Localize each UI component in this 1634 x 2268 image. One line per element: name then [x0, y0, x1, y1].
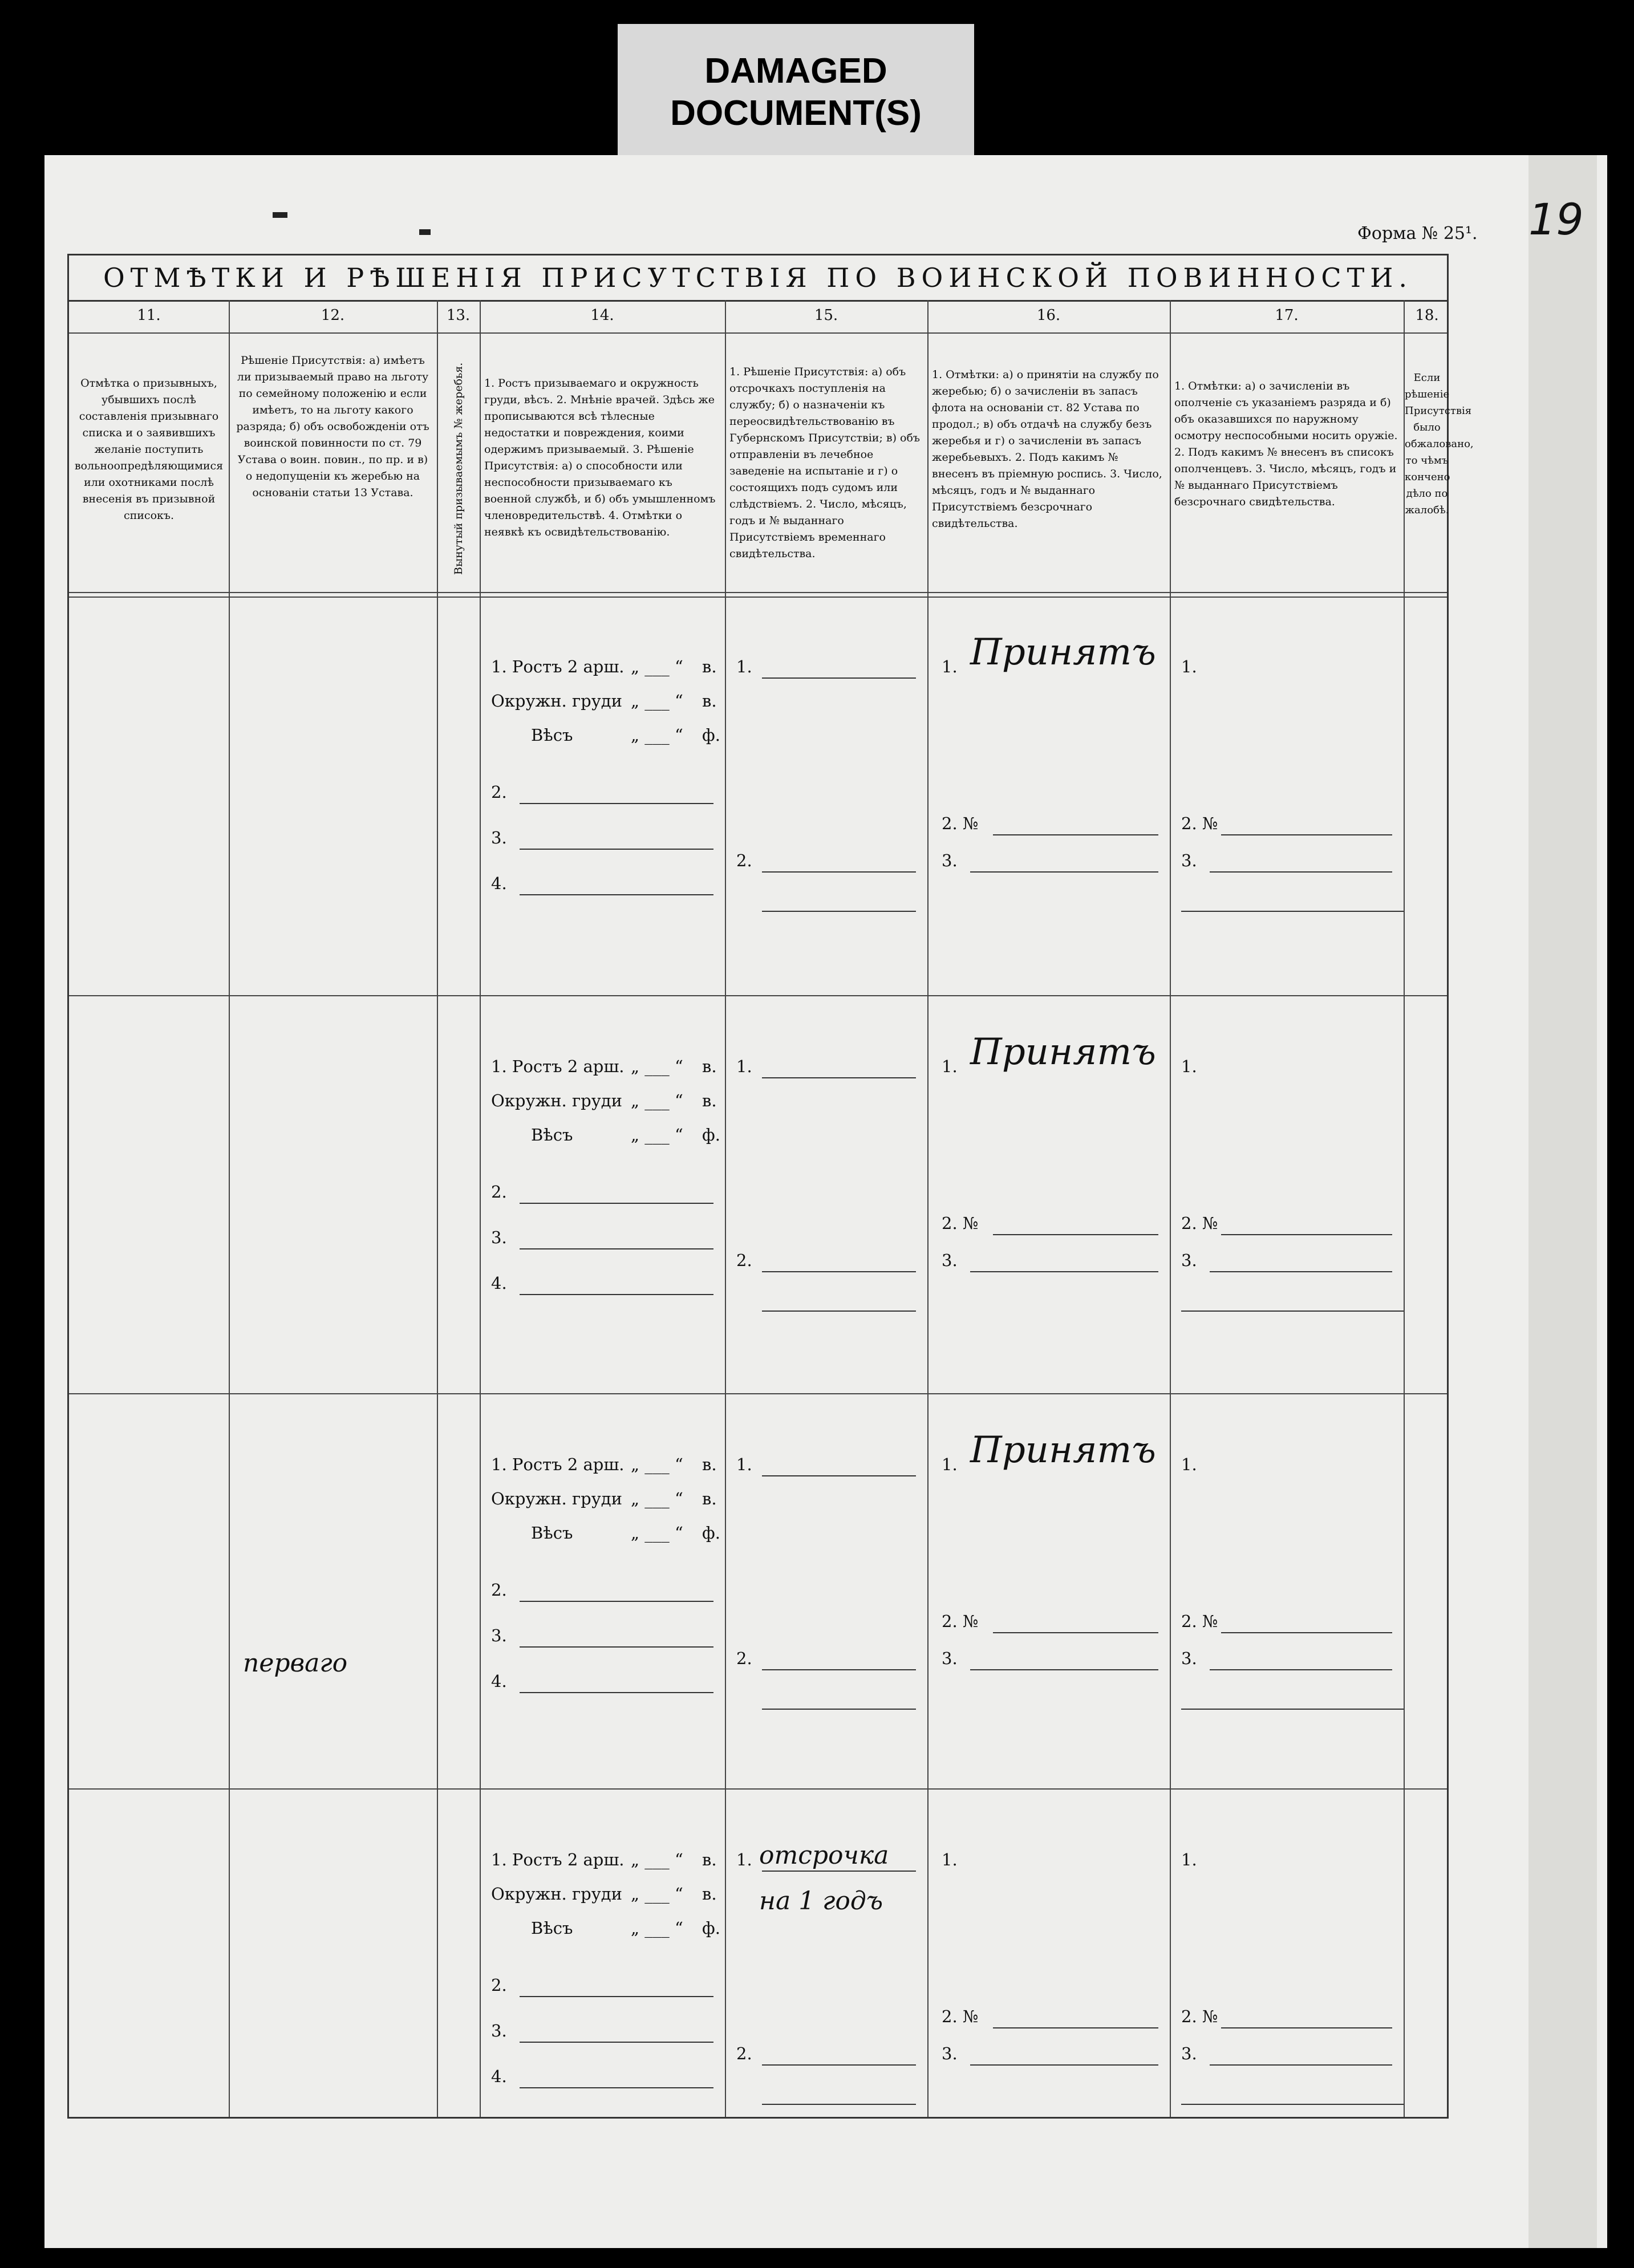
- height-label: 1. Ростъ 2 арш.: [491, 657, 625, 676]
- col-16-entry: Принятъ: [970, 631, 1156, 673]
- col-17-item-1: 1.: [1181, 1455, 1197, 1474]
- col-11-description: Отмѣтка о призывныхъ, убывшихъ послѣ составленія призывнаго списка и о заявившихъ желаніе поступить вольноопредѣляющимися или охотниками послѣ внесенія въ призывной списокъ.: [74, 377, 224, 522]
- col-14-description: 1. Ростъ призываемаго и окружность груди, вѣсъ. 2. Мнѣніе врачей. Здѣсь же прописываются всѣ тѣлесные недостатки и повреждения, коими одержимъ призываемый. 3. Рѣшеніе Присутствія: а) о способности или неспособности призываемаго къ военной службѣ, и б) объ умышленномъ членовредительствѣ. 4. Отмѣтки о неявкѣ къ освидѣтельствованію.: [484, 377, 716, 538]
- col-16-item-3: 3.: [942, 1649, 958, 1668]
- col-16-description: 1. Отмѣтки: а) о принятіи на службу по жеребью; б) о зачисленіи въ запасъ флота на основаніи ст. 82 Устава по продол.; в) объ отдачѣ на службу безъ жеребья и г) о зачисленіи въ запасъ жеребьевыхъ. 2. Подъ какимъ № внесенъ въ пріемную роспись. 3. Число, мѣсяцъ, годъ и № выданнаго Присутствіемъ безсрочнаго свидѣтельства.: [932, 368, 1162, 530]
- chest-value: „ ___ “: [631, 1489, 683, 1508]
- col-15-item-2: 2.: [736, 1649, 752, 1668]
- col-14-item-n4: 4.: [491, 1273, 507, 1293]
- col-14-item-n3: 3.: [491, 1626, 507, 1645]
- col-18-number: 18.: [1415, 307, 1439, 324]
- col-17-item-3: 3.: [1181, 2044, 1197, 2063]
- col-13-number: 13.: [446, 307, 471, 324]
- col-16-item-3: 3.: [942, 1251, 958, 1270]
- col-14-item-n3: 3.: [491, 1228, 507, 1247]
- stamp-line-1: DAMAGED: [704, 51, 887, 91]
- weight-value: „ ___ “: [631, 1523, 683, 1543]
- chest-label: Окружн. груди: [491, 1884, 622, 1904]
- form-number: Форма № 25¹.: [1357, 224, 1478, 244]
- weight-label: Вѣсъ: [531, 1523, 573, 1543]
- col-17-description: 1. Отмѣтки: а) о зачисленіи въ ополченіе съ указаніемъ разряда и б) объ оказавшихся по наружному осмотру неспособными носить оружіе. 2. Подъ какимъ № внесенъ въ списокъ ополченцевъ. 3. Число, мѣсяцъ, годъ и № выданнаго Присутствіемъ безсрочнаго свидѣтельства.: [1174, 380, 1398, 508]
- height-unit: в.: [702, 1455, 717, 1474]
- chest-value: „ ___ “: [631, 1884, 683, 1904]
- page-number: 19: [1528, 194, 1584, 245]
- height-unit: в.: [702, 1850, 717, 1869]
- col-17-item-1: 1.: [1181, 1057, 1197, 1076]
- col-17-item-1: 1.: [1181, 657, 1197, 676]
- col-18-description: Если рѣшеніе Присутствія было обжаловано, то чѣмъ кончено дѣло по жалобѣ.: [1405, 372, 1474, 516]
- height-unit: в.: [702, 1057, 717, 1076]
- col-15-entry: отсрочка на 1 годъ: [759, 1841, 889, 1916]
- col-17-item-2: 2. №: [1181, 1612, 1218, 1631]
- height-label: 1. Ростъ 2 арш.: [491, 1455, 625, 1474]
- height-value: „ ___ “: [631, 1455, 683, 1474]
- col-12-entry: перваго: [243, 1649, 348, 1678]
- col-16-entry: Принятъ: [970, 1429, 1156, 1471]
- chest-value: „ ___ “: [631, 1091, 683, 1110]
- col-16-item-1: 1.: [942, 1455, 958, 1474]
- col-17-number: 17.: [1275, 307, 1299, 324]
- col-17-item-3: 3.: [1181, 1251, 1197, 1270]
- table-title: ОТМѢТКИ И РѢШЕНІЯ ПРИСУТСТВІЯ ПО ВОИНСКОЙ ПОВИННОСТИ.: [69, 255, 1447, 302]
- col-17-item-3: 3.: [1181, 1649, 1197, 1668]
- col-15-item-1: 1.: [736, 657, 752, 676]
- col-16-item-2: 2. №: [942, 2007, 979, 2026]
- sheet-edge: [1528, 155, 1597, 2248]
- chest-unit: в.: [702, 1884, 717, 1904]
- damaged-document-stamp: [618, 24, 974, 161]
- weight-value: „ ___ “: [631, 1918, 683, 1938]
- col-14-number: 14.: [590, 307, 614, 324]
- height-value: „ ___ “: [631, 657, 683, 676]
- col-17-item-2: 2. №: [1181, 2007, 1218, 2026]
- col-16-item-3: 3.: [942, 851, 958, 870]
- col-15-item-2: 2.: [736, 851, 752, 870]
- col-16-item-1: 1.: [942, 657, 958, 676]
- col-14-item-n2: 2.: [491, 782, 507, 802]
- weight-label: Вѣсъ: [531, 1918, 573, 1938]
- col-16-item-2: 2. №: [942, 1214, 979, 1233]
- col-17-item-3: 3.: [1181, 851, 1197, 870]
- weight-label: Вѣсъ: [531, 725, 573, 745]
- weight-label: Вѣсъ: [531, 1125, 573, 1145]
- height-value: „ ___ “: [631, 1057, 683, 1076]
- col-17-item-2: 2. №: [1181, 1214, 1218, 1233]
- col-14-item-n4: 4.: [491, 1671, 507, 1691]
- weight-unit: ф.: [702, 725, 720, 745]
- col-16-number: 16.: [1036, 307, 1061, 324]
- col-17-item-2: 2. №: [1181, 814, 1218, 833]
- height-label: 1. Ростъ 2 арш.: [491, 1057, 625, 1076]
- col-12-description: Рѣшеніе Присутствія: а) имѣетъ ли призываемый право на льготу по семейному положенію и если имѣетъ, то на льготу какого разряда; б) объ освобожденіи отъ воинской повинности по ст. 79 Устава о воин. повин., по пр. и в) о недопущеніи къ жеребью на основаніи статьи 13 Устава.: [236, 354, 429, 499]
- weight-unit: ф.: [702, 1125, 720, 1145]
- col-15-number: 15.: [814, 307, 838, 324]
- col-12-number: 12.: [321, 307, 345, 324]
- chest-label: Окружн. груди: [491, 1091, 622, 1110]
- col-16-item-3: 3.: [942, 2044, 958, 2063]
- col-16-entry: Принятъ: [970, 1031, 1156, 1073]
- col-13-description: Вынутый призываемымъ № жеребья.: [452, 362, 465, 575]
- weight-value: „ ___ “: [631, 1125, 683, 1145]
- height-label: 1. Ростъ 2 арш.: [491, 1850, 625, 1869]
- chest-unit: в.: [702, 1489, 717, 1508]
- col-15-item-2: 2.: [736, 1251, 752, 1270]
- height-value: „ ___ “: [631, 1850, 683, 1869]
- col-14-item-n4: 4.: [491, 874, 507, 893]
- chest-unit: в.: [702, 691, 717, 711]
- col-15-description: 1. Рѣшеніе Присутствія: а) объ отсрочкахъ поступленія на службу; б) о назначеніи къ переосвидѣтельствованію въ Губернскомъ Присутствіи; в) объ отправленіи въ лечебное заведеніе на испытаніе и г) о состоящихъ подъ судомъ или слѣдствіемъ. 2. Число, мѣсяцъ, годъ и № выданнаго Присутствіемъ временнаго свидѣтельства.: [729, 366, 921, 560]
- height-unit: в.: [702, 657, 717, 676]
- chest-value: „ ___ “: [631, 691, 683, 711]
- chest-unit: в.: [702, 1091, 717, 1110]
- col-11-number: 11.: [137, 307, 161, 324]
- chest-label: Окружн. груди: [491, 691, 622, 711]
- col-14-item-n4: 4.: [491, 2067, 507, 2086]
- col-15-item-1: 1.: [736, 1455, 752, 1474]
- col-15-item-2: 2.: [736, 2044, 752, 2063]
- col-16-item-2: 2. №: [942, 814, 979, 833]
- weight-unit: ф.: [702, 1918, 720, 1938]
- col-15-item-1: 1.: [736, 1057, 752, 1076]
- stamp-line-2: DOCUMENT(S): [670, 94, 922, 133]
- col-14-item-n2: 2.: [491, 1975, 507, 1995]
- weight-value: „ ___ “: [631, 725, 683, 745]
- weight-unit: ф.: [702, 1523, 720, 1543]
- col-16-item-2: 2. №: [942, 1612, 979, 1631]
- col-16-item-1: 1.: [942, 1057, 958, 1076]
- col-16-item-1: 1.: [942, 1850, 958, 1869]
- col-15-item-1: 1.: [736, 1850, 752, 1869]
- chest-label: Окружн. груди: [491, 1489, 622, 1508]
- col-14-item-n3: 3.: [491, 2021, 507, 2040]
- col-14-item-n3: 3.: [491, 828, 507, 847]
- col-17-item-1: 1.: [1181, 1850, 1197, 1869]
- register-table: [67, 254, 1474, 2119]
- col-14-item-n2: 2.: [491, 1182, 507, 1202]
- col-14-item-n2: 2.: [491, 1580, 507, 1600]
